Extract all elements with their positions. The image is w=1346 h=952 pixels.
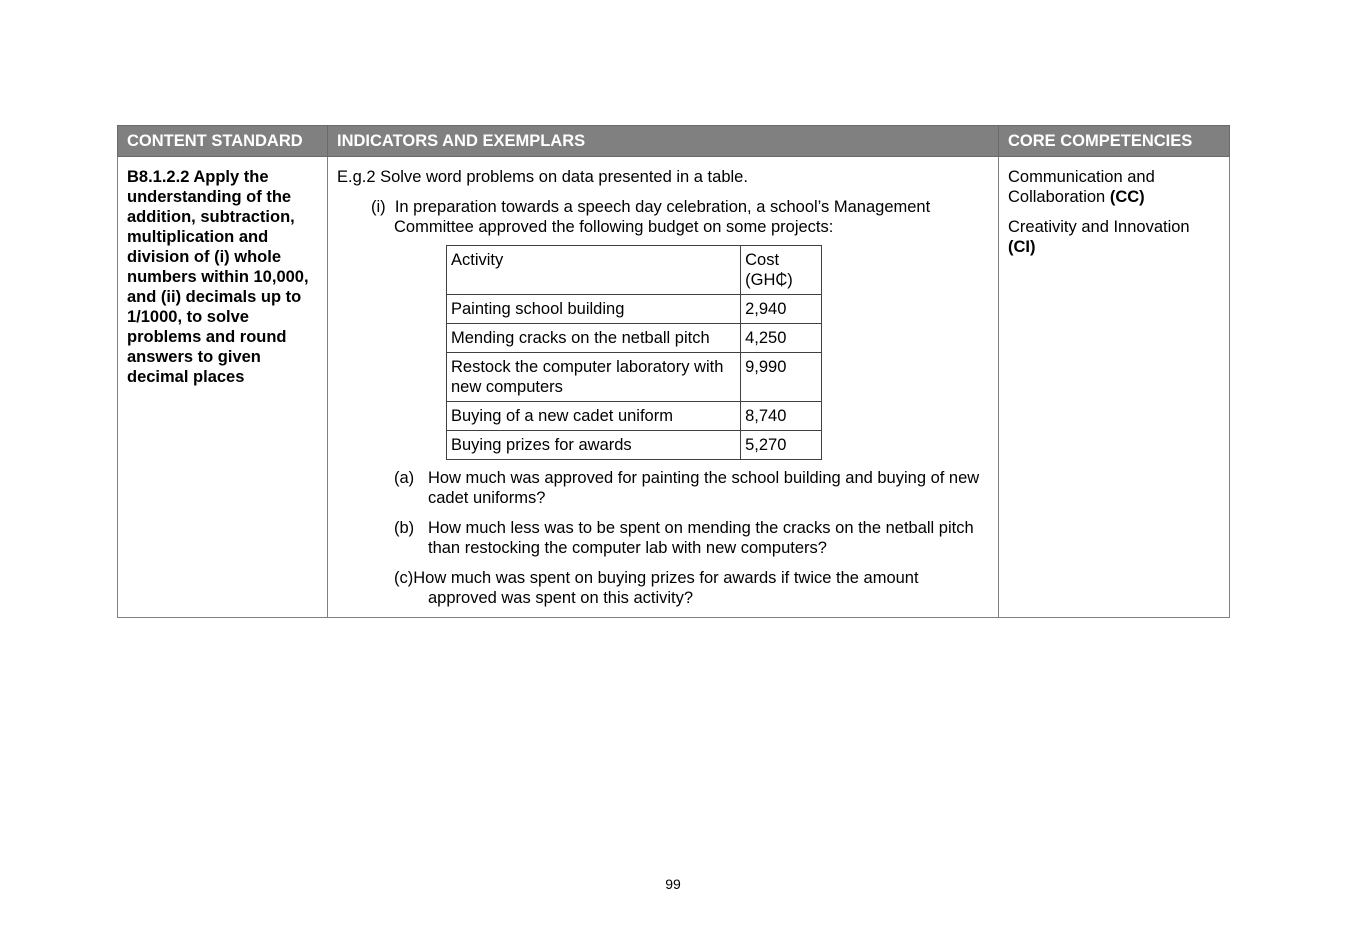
question-marker: (a)	[394, 469, 415, 487]
budget-row	[447, 295, 822, 324]
competency-item	[1008, 167, 1220, 207]
competencies-cell	[999, 157, 1230, 618]
content-row	[118, 157, 1230, 618]
competency-code: (CC)	[1109, 188, 1145, 206]
question-marker: (c)	[394, 569, 414, 587]
header-indicators-exemplars: INDICATORS AND EXEMPLARS	[328, 126, 999, 157]
budget-row	[447, 431, 822, 460]
question-c	[337, 568, 989, 608]
header-core-competencies: CORE COMPETENCIES	[999, 126, 1230, 157]
exemplar-intro	[337, 197, 989, 237]
exemplar-heading: E.g.2 Solve word problems on data presented in a table.	[337, 168, 748, 186]
header-content-standard: CONTENT STANDARD	[118, 126, 328, 157]
competency-item	[1008, 217, 1220, 257]
budget-cost: 8,740	[741, 402, 822, 431]
budget-header-activity: Activity	[447, 246, 741, 295]
exemplars-cell	[328, 157, 999, 618]
competency-code: (CI)	[1008, 238, 1036, 256]
competency-text: Communication and Collaboration	[1008, 168, 1155, 206]
budget-activity: Mending cracks on the netball pitch	[447, 324, 741, 353]
budget-activity: Painting school building	[447, 295, 741, 324]
budget-activity: Buying of a new cadet uniform	[447, 402, 741, 431]
competency-text: Creativity and Innovation	[1008, 218, 1190, 236]
intro-text: In preparation towards a speech day celebration, a school’s Management Committee approved the following budget on some projects:	[394, 198, 931, 236]
question-b	[337, 518, 989, 558]
budget-activity: Restock the computer laboratory with new computers	[447, 353, 741, 402]
intro-marker: (i)	[371, 198, 386, 216]
budget-cost: 9,990	[741, 353, 822, 402]
budget-cost: 5,270	[741, 431, 822, 460]
question-a	[337, 468, 989, 508]
budget-cost: 4,250	[741, 324, 822, 353]
question-text: How much less was to be spent on mending the cracks on the netball pitch than restocking the computer lab with new computers?	[427, 519, 974, 557]
content-standard-cell	[118, 157, 328, 618]
budget-cost: 2,940	[741, 295, 822, 324]
budget-row	[447, 402, 822, 431]
budget-header-row	[447, 246, 822, 295]
header-row	[118, 126, 1230, 157]
budget-activity: Buying prizes for awards	[447, 431, 741, 460]
question-text: How much was approved for painting the school building and buying of new cadet uniforms?	[427, 469, 980, 507]
budget-row	[447, 324, 822, 353]
budget-header-cost: Cost (GH₵)	[741, 246, 822, 295]
budget-table	[446, 245, 822, 460]
question-marker: (b)	[394, 519, 415, 537]
content-standard-text: B8.1.2.2 Apply the understanding of the addition, subtraction, multiplication and division of (i) whole numbers within 10,000, and (ii) decimals up to 1/1000, to solve problems and round answers to given decimal places	[127, 168, 309, 386]
curriculum-table	[117, 125, 1230, 618]
question-text: How much was spent on buying prizes for awards if twice the amount approved was spent on this activity?	[413, 569, 919, 607]
budget-row	[447, 353, 822, 402]
page-number: 99	[665, 876, 681, 892]
